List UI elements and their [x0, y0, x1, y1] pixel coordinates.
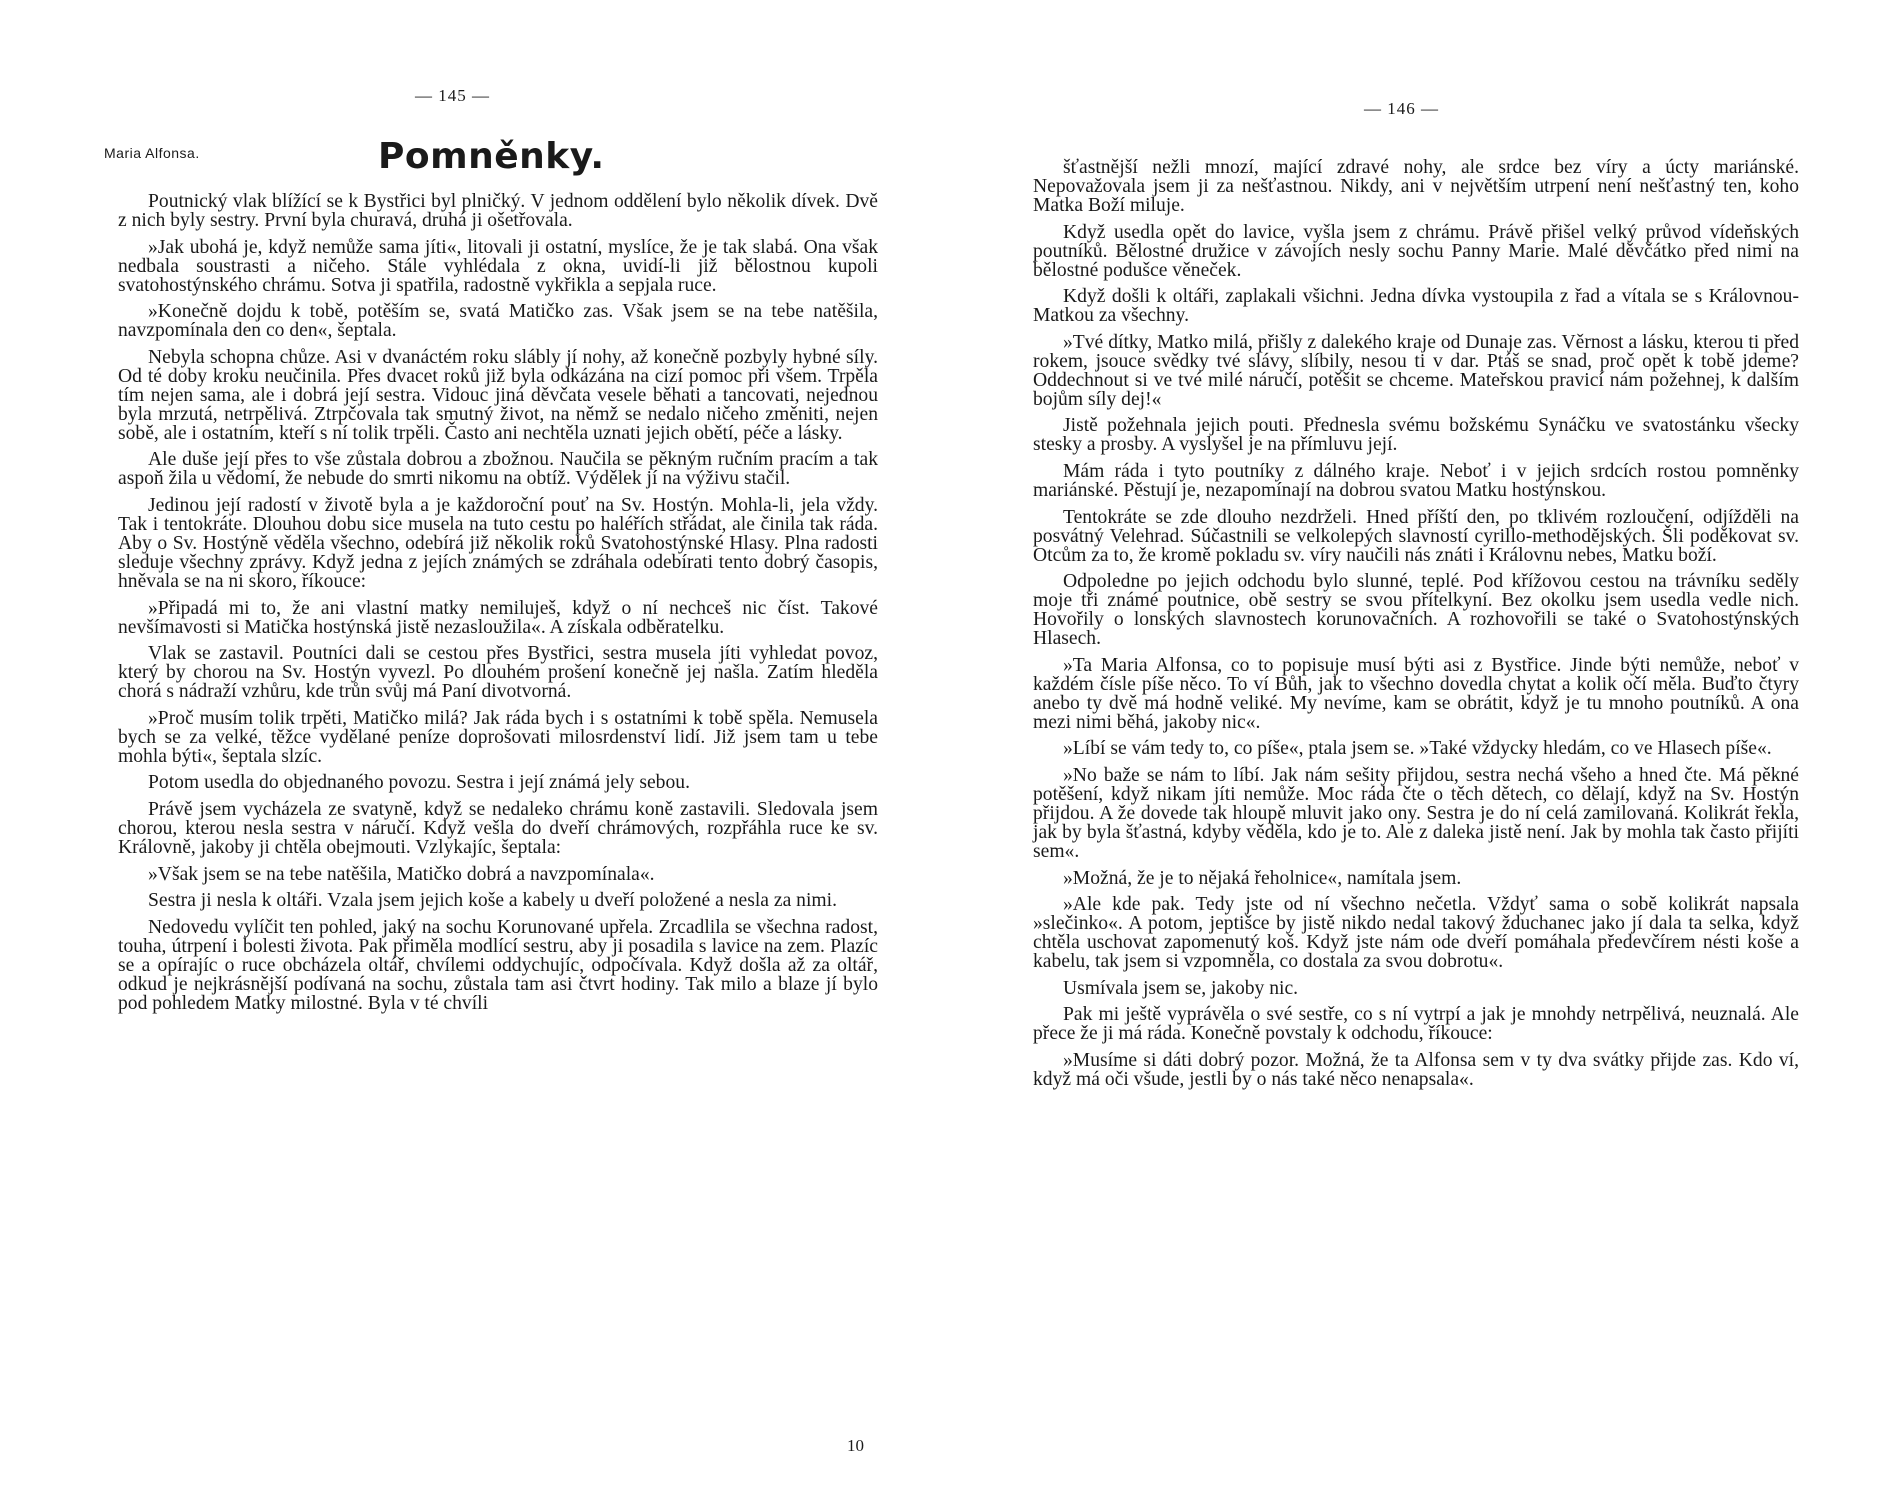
paragraph: Jedinou její radostí v životě byla a je každoroční pouť na Sv. Hostýn. Mohla-li, jela vždy. Tak i tentokráte. Dlouhou dobu sice musela na tuto cestu po haléřích střádat, ale činila tak ráda. Aby o Sv. Hostýně věděla všechno, odebírá již několik roků Svatohostýnské Hlasy. Plna radosti sleduje všechny zprávy. Když jedna z jejích známých se zdráhala odebírati tento dobrý časopis, hněvala se na ni skoro, říkouce: — [118, 494, 878, 592]
paragraph: šťastnější nežli mnozí, mající zdravé nohy, ale srdce bez víry a úcty mariánské. Nepovažovala jsem ji za nešťastnou. Nikdy, ani v největším utrpení není nešťastný ten, koho Matka Boží miluje. — [1033, 157, 1799, 216]
page-number: — 146 — — [1364, 99, 1439, 118]
paragraph: »Líbí se vám tedy to, co píše«, ptala jsem se. »Také vždycky hledám, co ve Hlasech píše«. — [1063, 738, 1772, 760]
paragraph: Když došli k oltáři, zaplakali všichni. Jedna dívka vystoupila z řad a vítala se s Královnou-Matkou za všechny. — [1033, 286, 1799, 327]
body-text — [118, 192, 878, 1020]
paragraph: Sestra ji nesla k oltáři. Vzala jsem jejich koše a kabely u dveří položené a nesla za nimi. — [148, 890, 837, 912]
paragraph: Vlak se zastavil. Poutníci dali se cestou přes Bystřici, sestra musela jíti vyhledat povoz, který by chorou na Sv. Hostýn vyvezl. Po dlouhém prošení konečně jej našla. Zatím hleděla chorá s nádraží vzhůru, kde trůn svůj má Paní divotvorná. — [118, 643, 878, 703]
body-text — [1033, 158, 1799, 1097]
signature-mark: 10 — [847, 1436, 864, 1455]
paragraph: Tentokráte se zde dlouho nezdrželi. Hned příští den, po tklivém rozloučení, odjížděli na posvátný Velehrad. Súčastnili se velkolepých slavností cyrillo-methodějských. Šli poděkovat sv. Otcům za to, že kromě pokladu sv. víry naučili nás znáti i Královnu nebes, Matku boží. — [1033, 506, 1799, 566]
paragraph: Nedovedu vylíčit ten pohled, jaký na sochu Korunované upřela. Zrcadlila se všechna radost, touha, útrpení i bolesti života. Pak přiměla modlící sestru, aby ji posadila s lavice na zem. Plazíc se a opírajíc o ruce obcházela oltář, chvílemi oddychujíc, odpočívala. Když došla až za oltář, odkud je nejkrásnější podívaná na sochu, zůstala tam asi čtvrt hodiny. Tak milo a blaze jí bylo pod pohledem Matky milostné. Byla v té chvíli — [118, 916, 878, 1014]
paragraph: »Však jsem se na tebe natěšila, Matičko dobrá a navzpomínala«. — [148, 863, 655, 885]
article-title: Pomněnky. — [378, 136, 605, 177]
paragraph: Potom usedla do objednaného povozu. Sestra i její známá jely sebou. — [148, 772, 690, 794]
paragraph: »Ta Maria Alfonsa, co to popisuje musí býti asi z Bystřice. Jinde býti nemůže, neboť v každém čísle píše něco. To ví Bůh, jak to všechno dovedla chytat a kolik očí měla. Buďto čtyry anebo ty dvě má hodně veliké. My nevíme, kam se obrátit, když je tu mnoho poutníků. A ona mezi nimi běhá, jakoby nic«. — [1033, 654, 1799, 733]
right-page — [949, 0, 1898, 1500]
paragraph: »Tvé dítky, Matko milá, přišly z dalekého kraje od Dunaje zas. Věrnost a lásku, kterou ti před rokem, jsouce svědky tvé slávy, slíbily, nesou ti v dar. Ptáš se snad, proč opět k tobě jdeme? Oddechnout si ve tvé milé náručí, potěšit se chceme. Mateřskou pravicí nám požehnej, k dalším bojům síly dej!« — [1033, 331, 1799, 410]
paragraph: »Konečně dojdu k tobě, potěším se, svatá Matičko zas. Však jsem se na tebe natěšila, navzpomínala den co den«, šeptala. — [118, 301, 878, 342]
paragraph: Když usedla opět do lavice, vyšla jsem z chrámu. Právě přišel velký průvod vídeňských poutníků. Bělostné družice v závojích nesly sochu Panny Marie. Malé děvčátko před nimi na bělostné podušce věneček. — [1033, 221, 1799, 281]
paragraph: Ale duše její přes to vše zůstala dobrou a zbožnou. Naučila se pěkným ručním pracím a tak aspoň žila u vědomí, že nebude do smrti nikomu na obtíž. Výdělek jí na výživu stačil. — [118, 449, 878, 490]
paragraph: Pak mi ještě vyprávěla o své sestře, co s ní vytrpí a jak je mnohdy netrpělivá, neuznalá. Ale přece že ji má ráda. Konečně povstaly k odchodu, říkouce: — [1033, 1004, 1799, 1045]
paragraph: Odpoledne po jejich odchodu bylo slunné, teplé. Pod křížovou cestou na trávníku seděly moje tři známé poutnice, obě sestry se svou přítelkyní. Bez okolku jsem usedla vedle nich. Hovořily o lonských slavnostech korunovačních. A rozhovořili se také o Svatohostýnských Hlasech. — [1033, 571, 1799, 650]
paragraph: »No baže se nám to líbí. Jak nám sešity přijdou, sestra nechá všeho a hned čte. Má pěkné potěšení, když nikam jíti nemůže. Moc ráda čte o těch dětech, co dělají, když na Sv. Hostýn přijdou. A že dovede tak hloupě mluvit jako ony. Sestra je do ní celá zamilovaná. Kolikrát řekla, jak by byla šťastná, kdyby věděla, kdo je to. Ale z daleka jistě není. Jak by mohla tak často přijíti sem«. — [1033, 764, 1799, 862]
paragraph: Usmívala jsem se, jakoby nic. — [1063, 977, 1299, 999]
paragraph: »Musíme si dáti dobrý pozor. Možná, že ta Alfonsa sem v ty dva svátky přijde zas. Kdo ví, když má oči všude, jestli by o nás také něco nenapsala«. — [1033, 1049, 1799, 1090]
paragraph: »Připadá mi to, že ani vlastní matky nemiluješ, když o ní nechceš nic číst. Takové nevšímavosti si Matička hostýnská jistě nezasloužila«. A získala odběratelku. — [118, 597, 878, 638]
paragraph: »Jak ubohá je, když nemůže sama jíti«, litovali ji ostatní, myslíce, že je tak slabá. Ona však nedbala soustrasti a ničeho. Stále vyhlédala z okna, uvidí-li již bělostnou kupoli svatohostýnského chrámu. Sotva ji spatřila, radostně vykřikla a sepjala ruce. — [118, 236, 878, 296]
paragraph: Právě jsem vycházela ze svatyně, když se nedaleko chrámu koně zastavili. Sledovala jsem chorou, kterou nesla sestra v náručí. Když vešla do dveří chrámových, rozpřáhla ruce ke sv. Královně, jakoby ji chtěla obejmouti. Vzlykajíc, šeptala: — [118, 798, 878, 858]
paragraph: Mám ráda i tyto poutníky z dálného kraje. Neboť i v jejich srdcích rostou pomněnky mariánské. Pěstují je, nezapomínají na dobrou svatou Matku hostýnskou. — [1033, 460, 1799, 501]
paragraph: »Možná, že je to nějaká řeholnice«, namítala jsem. — [1063, 867, 1462, 889]
author-name: Maria Alfonsa. — [104, 145, 200, 161]
paragraph: Jistě požehnala jejich pouti. Přednesla svému božskému Synáčku ve svatostánku všecky stesky a prosby. A vyslyšel je na přímluvu její. — [1033, 415, 1799, 456]
paragraph: »Proč musím tolik trpěti, Matičko milá? Jak ráda bych i s ostatními k tobě spěla. Nemusela bych se za velké, těžce vydělané peníze doprošovati milosrdenství lidí. Již jsem tam u tebe mohla býti«, šeptala slzíc. — [118, 707, 878, 767]
page-number: — 145 — — [415, 86, 490, 105]
paragraph: Poutnický vlak blížící se k Bystřici byl plničký. V jednom oddělení bylo několik dívek. Dvě z nich byly sestry. První byla churavá, druhá ji ošetřovala. — [118, 191, 878, 231]
paragraph: Nebyla schopna chůze. Asi v dvanáctém roku slábly jí nohy, až konečně pozbyly hybné síly. Od té doby kroku neučinila. Přes dvacet roků již byla odkázána na cizí pomoc při všem. Trpěla tím nejen sama, ale i dobrá její sestra. Vidouc jiná děvčata vesele běhati a tancovati, nejednou byla mrzutá, netrpělivá. Ztrpčovala tak smutný život, na němž se nedalo ničeho změniti, nejen sobě, ale i ostatním, kteří s ní tolik trpěli. Často ani nechtěla uznati jejich obětí, péče a lásky. — [118, 346, 878, 444]
paragraph: »Ale kde pak. Tedy jste od ní všechno nečetla. Vždyť sama o sobě kolikrát napsala »slečinko«. A potom, jeptišce by jistě nikdo nedal takový žduchanec jako jí dala ta selka, když chtěla uschovat zapomenutý koš. Když jste nám ode dveří pomáhala předevčírem nésti koše a kabelu, tak jsem si vzpomněla, co dostala za svou dobrotu«. — [1033, 894, 1799, 973]
